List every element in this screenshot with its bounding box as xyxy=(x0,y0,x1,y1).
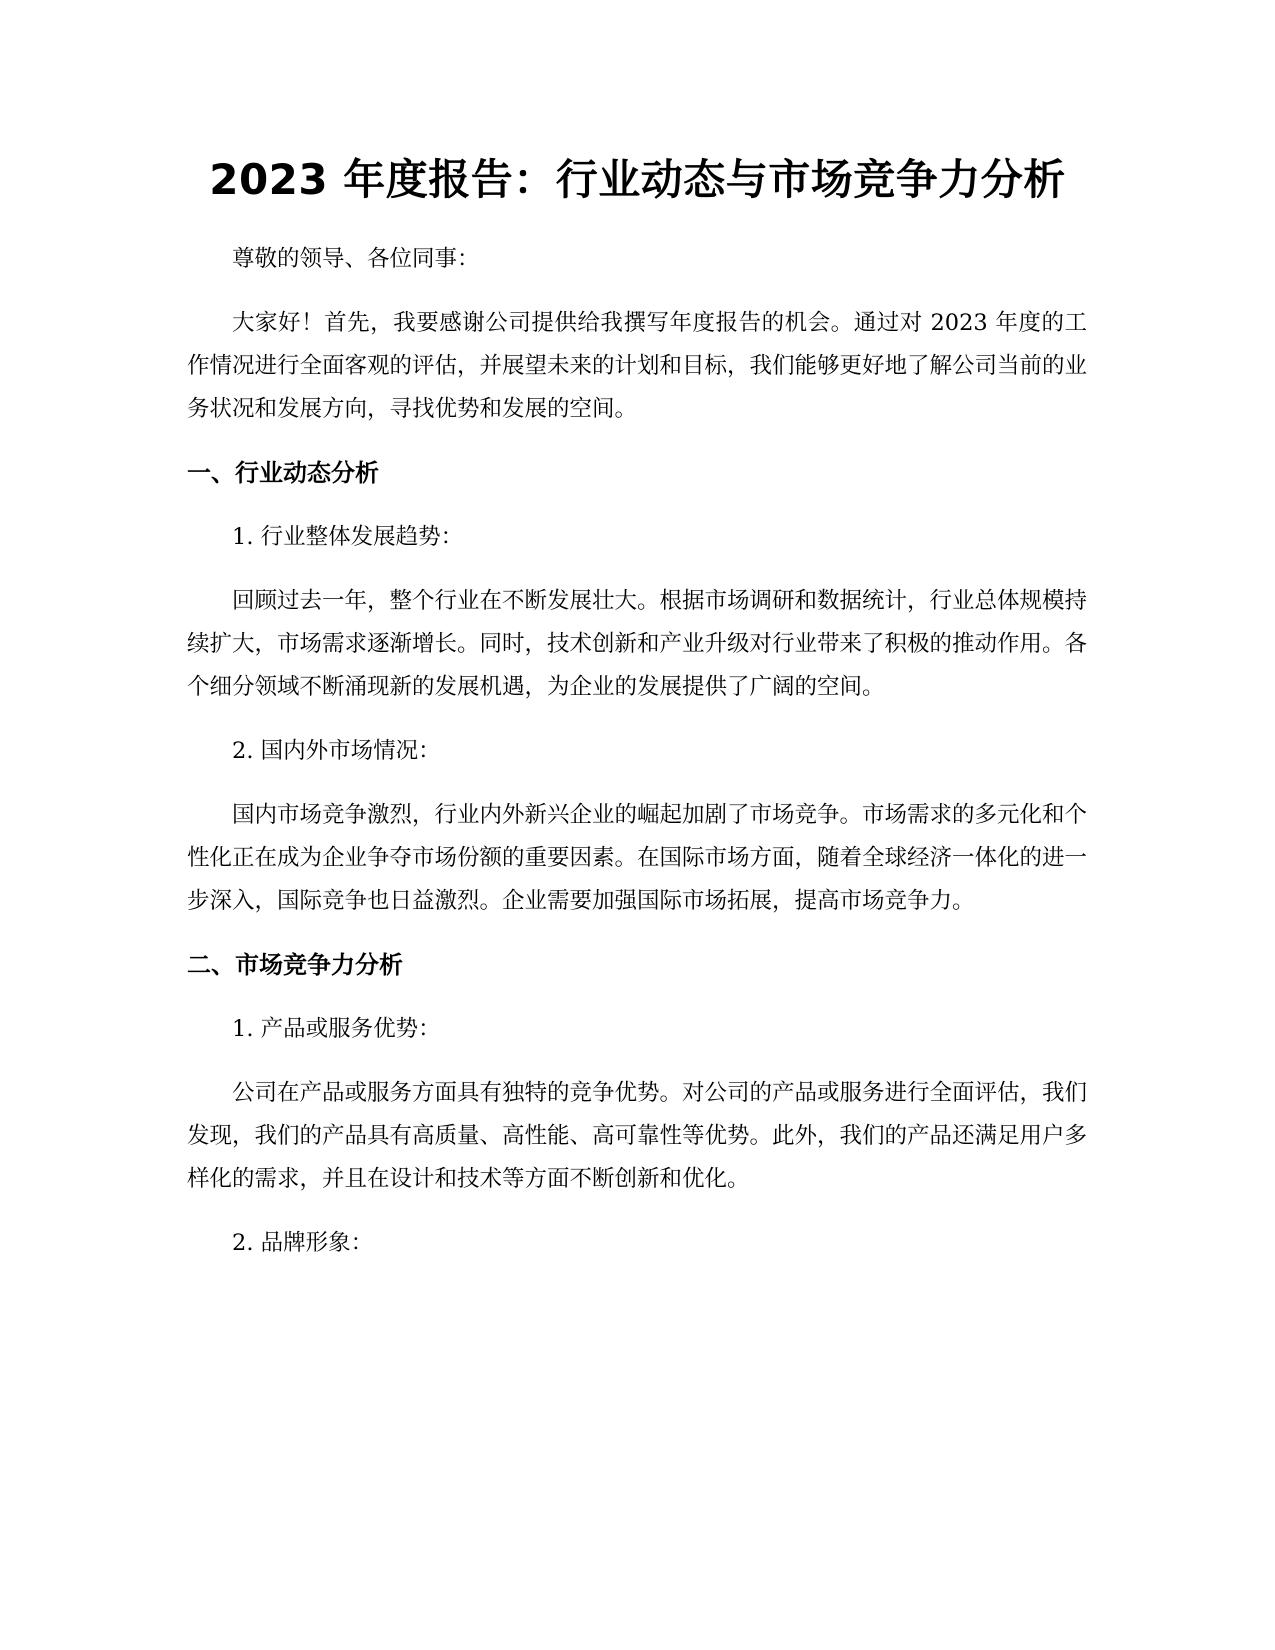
subsection-label-market-situation: 2. 国内外市场情况： xyxy=(232,738,441,764)
subsection-label-brand-image: 2. 品牌形象： xyxy=(232,1230,374,1256)
document-title: 2023 年度报告：行业动态与市场竞争力分析 xyxy=(209,155,1066,204)
subsection-label-product-advantage: 1. 产品或服务优势： xyxy=(232,1016,441,1042)
paragraph-industry-trend: 回顾过去一年，整个行业在不断发展壮大。根据市场调研和数据统计，行业总体规模持续扩大，市场需求逐渐增长。同时，技术创新和产业升级对行业带来了积极的推动作用。各个细分领域不断涌现新的发展机遇，为企业的发展提供了广阔的空间。 xyxy=(187,588,1088,700)
document-body xyxy=(187,238,1087,1286)
section-heading-industry-dynamics: 一、行业动态分析 xyxy=(187,459,379,487)
paragraph-product-advantage: 公司在产品或服务方面具有独特的竞争优势。对公司的产品或服务进行全面评估，我们发现，我们的产品具有高质量、高性能、高可靠性等优势。此外，我们的产品还满足用户多样化的需求，并且在设计和技术等方面不断创新和优化。 xyxy=(187,1080,1088,1192)
salutation: 尊敬的领导、各位同事： xyxy=(232,246,480,272)
intro-paragraph: 大家好！首先，我要感谢公司提供给我撰写年度报告的机会。通过对 2023 年度的工作情况进行全面客观的评估，并展望未来的计划和目标，我们能够更好地了解公司当前的业务状况和发展方向，寻找优势和发展的空间。 xyxy=(187,310,1088,422)
subsection-label-industry-trend: 1. 行业整体发展趋势： xyxy=(232,524,464,550)
section-heading-competitiveness: 二、市场竞争力分析 xyxy=(187,951,403,979)
paragraph-market-situation: 国内市场竞争激烈，行业内外新兴企业的崛起加剧了市场竞争。市场需求的多元化和个性化正在成为企业争夺市场份额的重要因素。在国际市场方面，随着全球经济一体化的进一步深入，国际竞争也日益激烈。企业需要加强国际市场拓展，提高市场竞争力。 xyxy=(187,802,1088,914)
